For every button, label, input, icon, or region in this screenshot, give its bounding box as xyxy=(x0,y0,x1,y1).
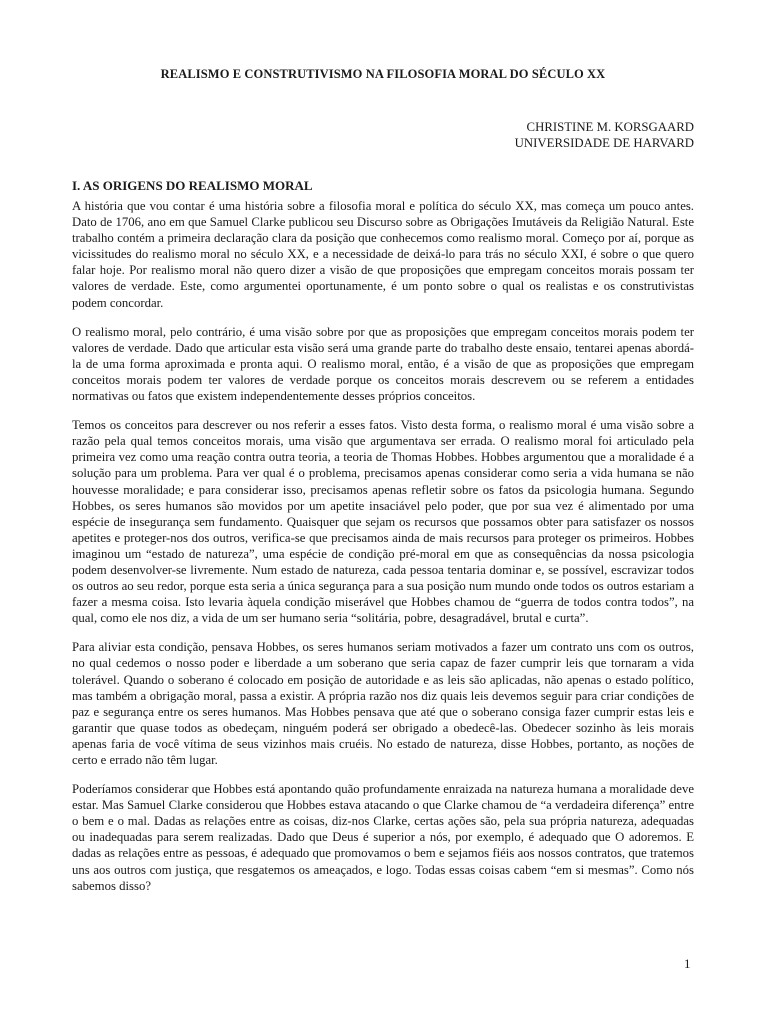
paragraph: Para aliviar esta condição, pensava Hobbes, os seres humanos seriam motivados a fazer um contrato uns com os outros, no qual cedemos o nosso poder e liberdade a um soberano que seria capaz de fazer cumprir leis que tornaram a vida tolerável. Quando o soberano é colocado em posição de autoridade e as leis são aplicadas, não apenas o estado político, mas também a obrigação moral, passa a existir. A própria razão nos diz quais leis devemos seguir para criar condições de paz e segurança entre os seres humanos. Mas Hobbes pensava que até que o soberano consiga fazer cumprir estas leis e garantir que quase todos as obedeçam, ninguém poderá ser obrigado a obedecê-las. Obedecer sozinho às leis morais apenas faria de você vítima de seus vizinhos mais cruéis. No estado de natureza, disse Hobbes, portanto, as noções de certo e errado não têm lugar. xyxy=(72,640,694,767)
body-text xyxy=(72,198,694,907)
paragraph: A história que vou contar é uma história sobre a filosofia moral e política do século XX, mas começa um pouco antes. Dato de 1706, ano em que Samuel Clarke publicou seu Discurso sobre as Obrigações Imutáveis da Religião Natural. Este trabalho contém a primeira declaração clara da posição que conhecemos como realismo moral. Começo por aí, porque as vicissitudes do realismo moral no século XX, e a necessidade de deixá-lo para trás no século XXI, é sobre o que quero falar hoje. Por realismo moral não quero dizer a visão de que proposições que empregam conceitos morais possam ter valores de verdade. Este, como argumentei oportunamente, é um ponto sobre o qual os realistas e os construtivistas podem concordar. xyxy=(72,199,694,310)
paragraph: Temos os conceitos para descrever ou nos referir a esses fatos. Visto desta forma, o realismo moral é uma visão sobre a razão pela qual temos conceitos morais, uma visão que argumentava ser errada. O realismo moral foi articulado pela primeira vez como uma reação contra outra teoria, a teoria de Thomas Hobbes. Hobbes argumentou que a moralidade é a solução para um problema. Para ver qual é o problema, precisamos apenas considerar como seria a vida humana se não houvesse moralidade; e para considerar isso, precisamos apenas refletir sobre os fatos da psicologia humana. Segundo Hobbes, os seres humanos são movidos por um apetite insaciável pelo poder, que por sua vez é alimentado por uma espécie de insegurança sem fundamento. Quaisquer que sejam os recursos que possamos obter para satisfazer os nossos apetites e proteger-nos dos outros, verifica-se que precisamos ainda de mais recursos para proteger os primeiros. Hobbes imaginou um “estado de natureza”, uma espécie de condição pré-moral em que as consequências da nossa psicologia podem desenvolver-se livremente. Num estado de natureza, cada pessoa tentaria dominar e, se possível, escravizar todos os outros ao seu redor, porque esta seria a única segurança para a sua posição num mundo onde todos os outros estariam a fazer a mesma coisa. Isto levaria àquela condição miserável que Hobbes chamou de “guerra de todos contra todos”, na qual, como ele nos diz, a vida de um ser humano seria “solitária, pobre, desagradável, brutal e curta”. xyxy=(72,418,694,626)
author-block xyxy=(515,119,694,151)
author-name: CHRISTINE M. KORSGAARD xyxy=(526,120,694,134)
paragraph: O realismo moral, pelo contrário, é uma visão sobre por que as proposições que empregam conceitos morais podem ter valores de verdade. Dado que articular esta visão será uma grande parte do trabalho deste ensaio, tentarei apenas abordá-la de uma forma aproximada e pronta aqui. O realismo moral, então, é a visão de que as proposições que empregam conceitos morais podem ter valores de verdade porque os conceitos morais descrevem ou se referem a entidades normativas ou fatos que existem independentemente desses próprios conceitos. xyxy=(72,324,694,404)
section-heading: I. AS ORIGENS DO REALISMO MORAL xyxy=(72,178,313,193)
page-number: 1 xyxy=(684,956,691,971)
paragraph: Poderíamos considerar que Hobbes está apontando quão profundamente enraizada na natureza humana a moralidade deve estar. Mas Samuel Clarke considerou que Hobbes estava atacando o que Clarke chamou de “a verdadeira diferença” entre o bem e o mal. Dadas as relações entre as coisas, diz-nos Clarke, certas ações são, pela sua própria natureza, adequadas ou inadequadas para serem realizadas. Dado que Deus é superior a nós, por exemplo, é adequado que O adoremos. E dadas as relações entre as pessoas, é adequado que promovamos o bem e sejamos fiéis aos nossos contratos, que tratemos uns aos outros com justiça, que resgatemos os ameaçados, e logo. Todas essas coisas cabem “em si mesmas”. Como nós sabemos disso? xyxy=(72,782,694,893)
author-affiliation: UNIVERSIDADE DE HARVARD xyxy=(514,136,694,150)
document-page xyxy=(72,0,694,1024)
document-title: REALISMO E CONSTRUTIVISMO NA FILOSOFIA MORAL DO SÉCULO XX xyxy=(160,67,606,81)
